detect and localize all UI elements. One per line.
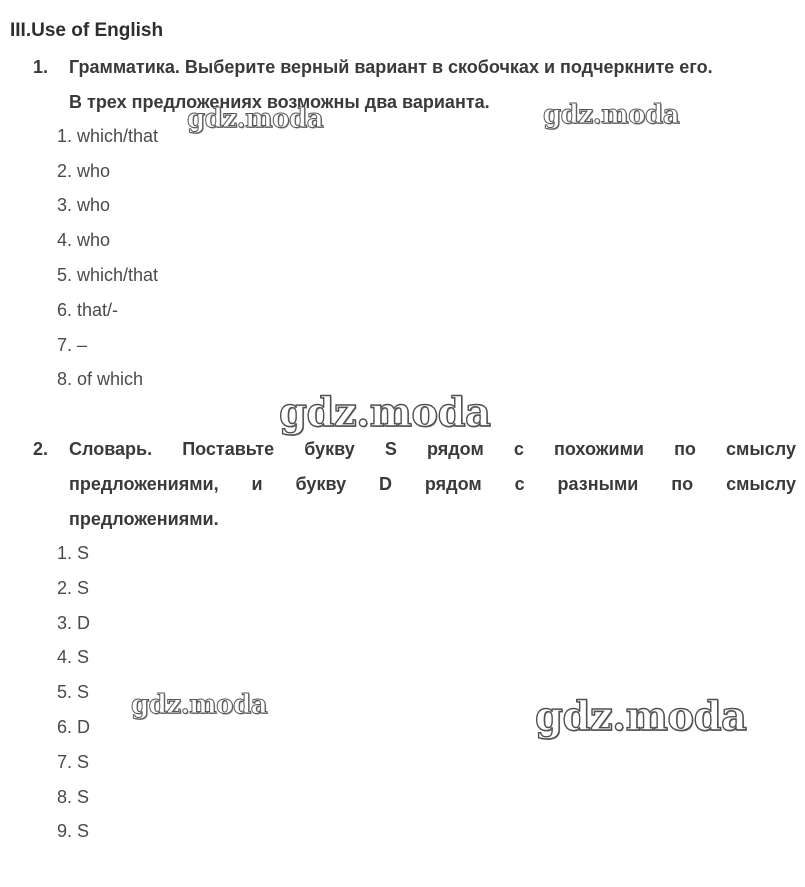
instruction-word: по bbox=[674, 439, 696, 459]
list-item: 3. D bbox=[57, 613, 91, 633]
instruction-word: похожими bbox=[554, 439, 644, 459]
instruction-word: разными bbox=[557, 474, 639, 494]
instruction-word: смыслу bbox=[726, 439, 796, 459]
list-item: 2. who bbox=[57, 161, 111, 181]
list-item: 6. that/- bbox=[57, 300, 119, 320]
watermark: gdz.moda bbox=[131, 690, 268, 720]
section-title: III.Use of English bbox=[10, 20, 164, 41]
instruction-word: с bbox=[513, 439, 524, 459]
task1-number: 1. bbox=[33, 57, 49, 77]
list-item: 8. of which bbox=[57, 369, 144, 389]
watermark: gdz.moda bbox=[543, 100, 680, 130]
instruction-word: букву bbox=[304, 439, 355, 459]
list-item: 4. S bbox=[57, 647, 90, 667]
instruction-word: D bbox=[379, 474, 392, 494]
watermark: gdz.moda bbox=[535, 693, 747, 740]
instruction-word: по bbox=[671, 474, 694, 494]
task2-instruction-line3: предложениями. bbox=[69, 509, 219, 529]
watermark: gdz.moda bbox=[187, 104, 324, 134]
list-item: 2. S bbox=[57, 578, 90, 598]
list-item: 3. who bbox=[57, 195, 111, 215]
task1-instruction-line1: Грамматика. Выберите верный вариант в скобочках и подчеркните его. bbox=[69, 57, 713, 77]
instruction-word: Поставьте bbox=[182, 439, 275, 459]
instruction-word: S bbox=[384, 439, 397, 459]
instruction-word: предложениями, bbox=[69, 474, 219, 494]
list-item: 6. D bbox=[57, 717, 91, 737]
instruction-word: рядом bbox=[424, 474, 482, 494]
list-item: 1. which/that bbox=[57, 126, 159, 146]
list-item: 5. S bbox=[57, 682, 90, 702]
list-item: 8. S bbox=[57, 787, 90, 807]
instruction-word: Словарь. bbox=[69, 439, 153, 459]
list-item: 7. – bbox=[57, 335, 88, 355]
instruction-word: букву bbox=[295, 474, 347, 494]
task2-instruction-line1 bbox=[69, 439, 796, 460]
instruction-word: и bbox=[251, 474, 263, 494]
task1-instruction-line2: В трех предложениях возможны два варианта. bbox=[69, 92, 490, 112]
instruction-word: рядом bbox=[427, 439, 484, 459]
list-item: 1. S bbox=[57, 543, 90, 563]
instruction-word: смыслу bbox=[726, 474, 796, 494]
list-item: 9. S bbox=[57, 821, 90, 841]
instruction-word: с bbox=[514, 474, 525, 494]
task2-number: 2. bbox=[33, 439, 49, 459]
list-item: 4. who bbox=[57, 230, 111, 250]
watermark: gdz.moda bbox=[279, 389, 491, 436]
list-item: 7. S bbox=[57, 752, 90, 772]
task2-instruction-line2 bbox=[69, 474, 796, 495]
list-item: 5. which/that bbox=[57, 265, 159, 285]
